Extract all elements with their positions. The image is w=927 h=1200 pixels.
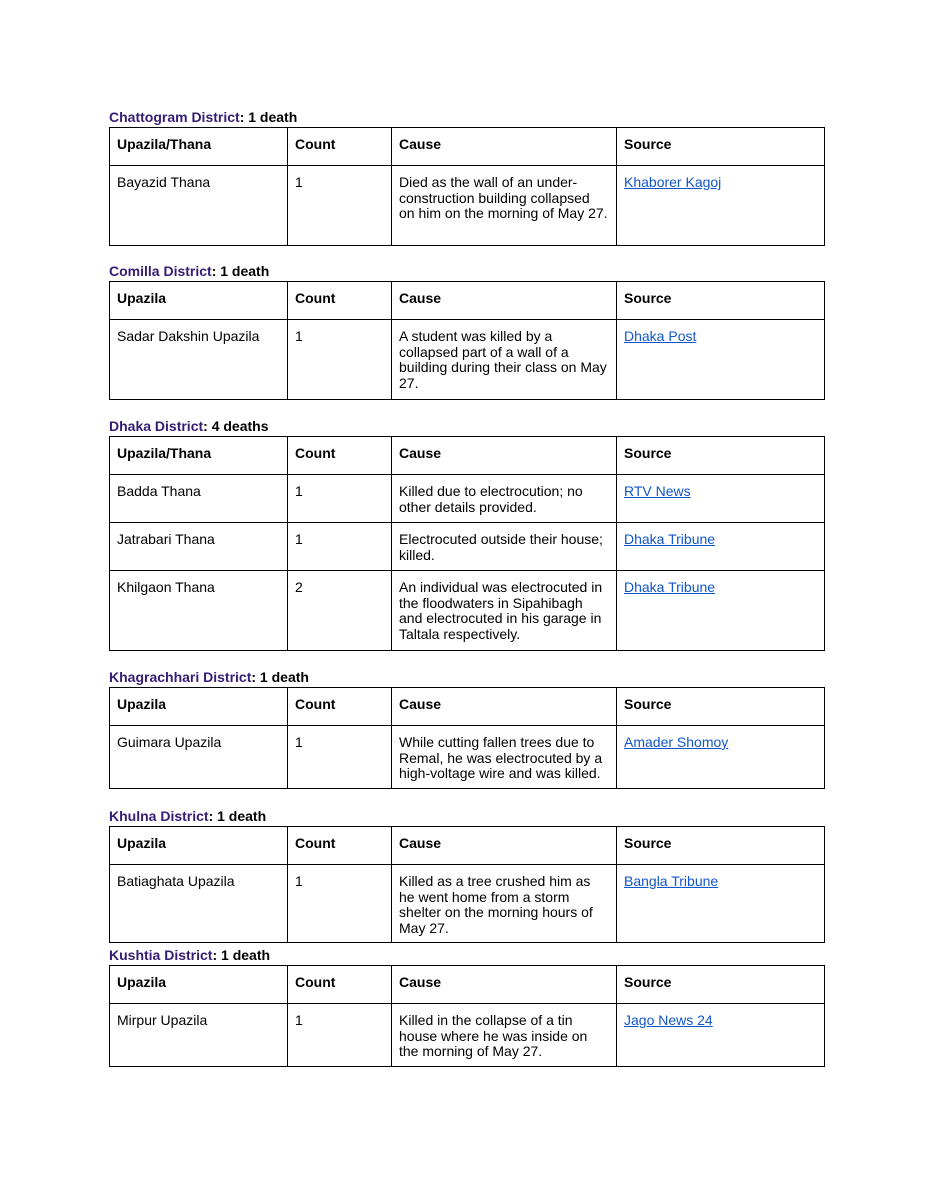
count-cell: 1 (288, 166, 392, 246)
source-link[interactable]: Jago News 24 (624, 1012, 713, 1028)
table-header-row (110, 827, 825, 865)
source-link[interactable]: Amader Shomoy (624, 734, 729, 750)
district-section (109, 668, 824, 789)
count-column-header: Count (288, 128, 392, 166)
count-column-header: Count (288, 282, 392, 320)
source-link[interactable]: Dhaka Tribune (624, 531, 716, 547)
casualty-table (109, 281, 825, 400)
area-cell: Jatrabari Thana (110, 523, 288, 571)
area-column-header: Upazila/Thana (110, 128, 288, 166)
table-row (110, 475, 825, 523)
count-cell: 1 (288, 726, 392, 789)
cause-column-header: Cause (392, 437, 617, 475)
death-summary: : 1 death (211, 263, 270, 279)
count-cell: 1 (288, 1004, 392, 1067)
cause-cell: While cutting fallen trees due to Remal, he was electrocuted by a high-voltage wire and was killed. (392, 726, 617, 789)
count-column-header: Count (288, 827, 392, 865)
area-column-header: Upazila (110, 688, 288, 726)
area-cell: Badda Thana (110, 475, 288, 523)
table-header-row (110, 282, 825, 320)
district-name: Khulna District (109, 808, 209, 824)
casualty-table (109, 826, 825, 943)
death-summary: : 1 death (251, 669, 309, 685)
source-link[interactable]: Khaborer Kagoj (624, 174, 722, 190)
casualty-table (109, 436, 825, 651)
count-column-header: Count (288, 966, 392, 1004)
cause-column-header: Cause (392, 688, 617, 726)
district-name: Dhaka District (109, 418, 204, 434)
source-cell (617, 523, 825, 571)
table-header-row (110, 688, 825, 726)
cause-column-header: Cause (392, 128, 617, 166)
source-cell (617, 166, 825, 246)
death-summary: : 1 death (208, 808, 267, 824)
area-cell: Mirpur Upazila (110, 1004, 288, 1067)
table-row (110, 571, 825, 651)
death-summary: : 1 death (212, 947, 271, 963)
cause-column-header: Cause (392, 966, 617, 1004)
table-header-row (110, 966, 825, 1004)
source-column-header: Source (617, 282, 825, 320)
district-name: Chattogram District (109, 109, 240, 125)
district-section (109, 946, 824, 1067)
district-section (109, 262, 824, 400)
casualty-table (109, 687, 825, 789)
area-column-header: Upazila/Thana (110, 437, 288, 475)
table-row (110, 1004, 825, 1067)
cause-cell: Died as the wall of an under-construction building collapsed on him on the morning of May 27. (392, 166, 617, 246)
source-link[interactable]: Dhaka Post (624, 328, 697, 344)
source-link[interactable]: Dhaka Tribune (624, 579, 716, 595)
death-summary: : 1 death (239, 109, 298, 125)
district-name: Comilla District (109, 263, 212, 279)
source-cell (617, 320, 825, 400)
district-section (109, 807, 824, 943)
cause-cell: Killed as a tree crushed him as he went home from a storm shelter on the morning hours of May 27. (392, 865, 617, 943)
area-cell: Bayazid Thana (110, 166, 288, 246)
count-cell: 1 (288, 320, 392, 400)
source-cell (617, 726, 825, 789)
source-cell (617, 571, 825, 651)
cause-column-header: Cause (392, 282, 617, 320)
cause-column-header: Cause (392, 827, 617, 865)
count-cell: 2 (288, 571, 392, 651)
count-cell: 1 (288, 475, 392, 523)
cause-cell: A student was killed by a collapsed part of a wall of a building during their class on May 27. (392, 320, 617, 400)
cause-cell: Killed due to electrocution; no other details provided. (392, 475, 617, 523)
area-column-header: Upazila (110, 966, 288, 1004)
district-heading (109, 417, 824, 435)
district-heading (109, 262, 824, 280)
district-heading (109, 108, 824, 126)
area-cell: Khilgaon Thana (110, 571, 288, 651)
district-section (109, 108, 824, 246)
count-column-header: Count (288, 688, 392, 726)
table-row (110, 726, 825, 789)
count-column-header: Count (288, 437, 392, 475)
district-heading (109, 807, 824, 825)
death-summary: : 4 deaths (203, 418, 269, 434)
district-name: Kushtia District (109, 947, 213, 963)
casualty-table (109, 965, 825, 1067)
cause-cell: Killed in the collapse of a tin house where he was inside on the morning of May 27. (392, 1004, 617, 1067)
count-cell: 1 (288, 865, 392, 943)
district-heading (109, 946, 824, 964)
table-header-row (110, 128, 825, 166)
table-row (110, 320, 825, 400)
source-column-header: Source (617, 688, 825, 726)
source-column-header: Source (617, 437, 825, 475)
table-row (110, 166, 825, 246)
table-row (110, 523, 825, 571)
source-link[interactable]: Bangla Tribune (624, 873, 719, 889)
area-column-header: Upazila (110, 282, 288, 320)
source-cell (617, 475, 825, 523)
source-column-header: Source (617, 827, 825, 865)
table-row (110, 865, 825, 943)
district-heading (109, 668, 824, 686)
casualty-table (109, 127, 825, 246)
area-cell: Guimara Upazila (110, 726, 288, 789)
source-column-header: Source (617, 128, 825, 166)
source-column-header: Source (617, 966, 825, 1004)
count-cell: 1 (288, 523, 392, 571)
area-column-header: Upazila (110, 827, 288, 865)
source-cell (617, 1004, 825, 1067)
area-cell: Sadar Dakshin Upazila (110, 320, 288, 400)
cause-cell: An individual was electrocuted in the floodwaters in Sipahibagh and electrocuted in his garage in Taltala respectively. (392, 571, 617, 651)
cause-cell: Electrocuted outside their house; killed. (392, 523, 617, 571)
source-link[interactable]: RTV News (624, 483, 691, 499)
district-section (109, 417, 824, 651)
area-cell: Batiaghata Upazila (110, 865, 288, 943)
district-name: Khagrachhari District (109, 669, 252, 685)
source-cell (617, 865, 825, 943)
table-header-row (110, 437, 825, 475)
